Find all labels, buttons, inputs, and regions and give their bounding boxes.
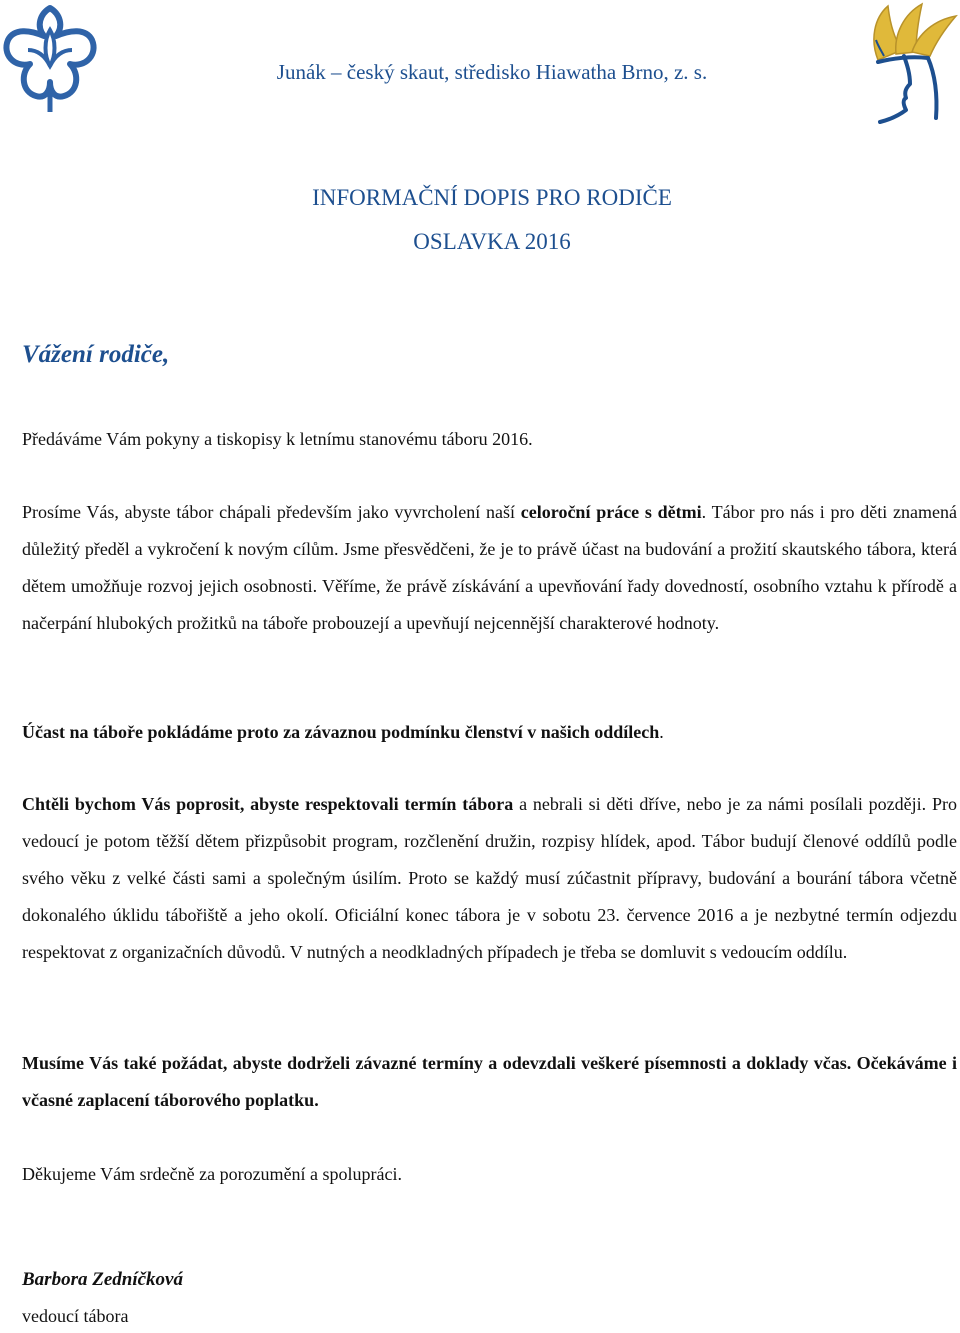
paragraph-membership: Účast na táboře pokládáme proto za závaznou podmínku členství v našich oddílech. <box>22 722 664 742</box>
document-title: INFORMAČNÍ DOPIS PRO RODIČE <box>312 185 672 210</box>
signature-role: vedoucí tábora <box>22 1306 129 1326</box>
paragraph-purpose: Prosíme Vás, abyste tábor chápali především jako vyvrcholení naší celoroční práce s dětmi. Tábor pro nás i pro děti znamená důležitý předěl a vykročení k novým cílům. Jsme přesvědčeni, že je to právě účast na budování a prožití skautského tábora, která dětem umožňuje rozvoj jejich osobnosti. Věříme, že právě získávání a upevňování řady dovedností, osobního vztahu k přírodě a načerpání hlubokých prožitků na táboře probouzejí a upevňují nejcennější charakterové hodnoty. <box>22 502 958 633</box>
paragraph-intro: Předáváme Vám pokyny a tiskopisy k letnímu stanovému táboru 2016. <box>22 429 533 449</box>
paragraph-dates: Chtěli bychom Vás poprosit, abyste respektovali termín tábora a nebrali si děti dříve, nebo je za námi posílali později. Pro vedoucí je potom těžší dětem přizpůsobit program, rozčlenění družin, rozpisy hlídek, apod. Tábor budují členové oddílů podle svého věku z velké části sami a společným úsilím. Proto se každý musí zúčastnit přípravy, budování a bourání tábora včetně dokonalého úklidu tábořiště a jeho okolí. Oficiální konec tábora je v sobotu 23. července 2016 a je nezbytné termín odjezdu respektovat z organizačních důvodů. V nutných a neodkladných případech je třeba se domluvit s vedoucím oddílu. <box>22 794 957 962</box>
document-subtitle: OSLAVKA 2016 <box>413 229 571 254</box>
scout-lily-icon <box>0 0 100 115</box>
greeting: Vážení rodiče, <box>22 341 170 368</box>
paragraph-thanks: Děkujeme Vám srdečně za porozumění a spolupráci. <box>22 1164 403 1184</box>
paragraph-deadlines: Musíme Vás také požádat, abyste dodrželi závazné termíny a odevzdali veškeré písemnosti a doklady včas. Očekáváme i včasné zaplacení táborového poplatku. <box>22 1053 957 1110</box>
organization-header: Junák – český skaut, středisko Hiawatha Brno, z. s. <box>276 60 708 84</box>
signature-name: Barbora Zedníčková <box>22 1269 183 1290</box>
